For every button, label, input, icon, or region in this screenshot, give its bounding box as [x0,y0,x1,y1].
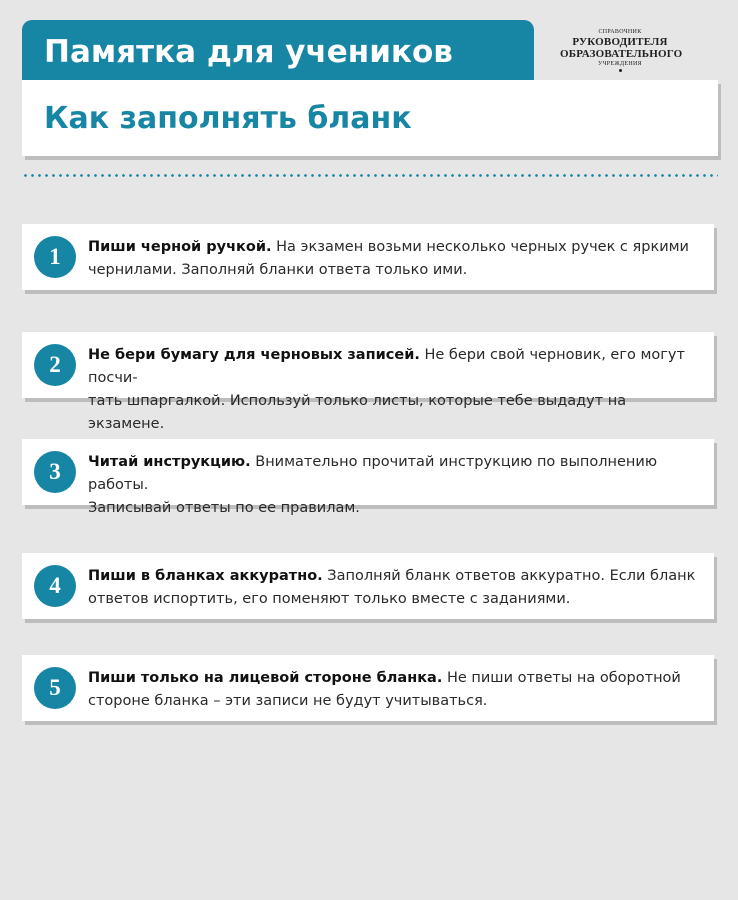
logo-line-2: РУКОВОДИТЕЛЯ [572,36,668,48]
rule-number-badge: 2 [34,344,76,386]
rule-body-line-2: стороне бланка – эти записи не будут учитываться. [88,693,488,709]
rule-body-line-1: Заполняй бланк ответов аккуратно. Если бланк [322,568,696,584]
rule-title: Читай инструкцию. [88,454,251,470]
header-tab [22,20,534,86]
page-title: Памятка для учеников [44,34,453,70]
logo-dot-icon [619,69,622,72]
rule-card-1 [22,224,714,290]
rule-card-2 [22,332,714,432]
rule-body-line-2: чернилами. Заполняй бланки ответа только ими. [88,262,468,278]
logo-line-4: УЧРЕЖДЕНИЯ [598,61,642,67]
rule-card-5 [22,655,714,721]
dotted-divider [22,174,718,177]
subtitle-card [22,80,718,156]
rule-text [88,344,700,436]
rule-number-badge: 5 [34,667,76,709]
rule-text [88,667,700,713]
rule-card-3 [22,439,714,516]
rule-text [88,236,700,282]
rule-title: Пиши в бланках аккуратно. [88,568,323,584]
publisher-logo [560,28,683,72]
rule-body-line-1: На экзамен возьми несколько черных ручек с яркими [271,239,689,255]
rule-body-line-1: Внимательно прочитай инструкцию по выполнению работы. [88,454,658,493]
rule-card-4 [22,553,714,619]
rule-text [88,451,700,520]
page-subtitle: Как заполнять бланк [44,101,412,136]
rule-title: Пиши черной ручкой. [88,239,272,255]
rule-body-line-2: тать шпаргалкой. Используй только листы, которые тебе выдадут на экзамене. [88,393,627,432]
logo-line-1: СПРАВОЧНИК [598,29,642,35]
rule-number-badge: 4 [34,565,76,607]
rule-title: Не бери бумагу для черновых записей. [88,347,420,363]
rule-body-line-1: Не пиши ответы на оборотной [442,670,681,686]
rule-text [88,565,700,611]
rule-body-line-2: Записывай ответы по ее правилам. [88,500,360,516]
rule-number-badge: 3 [34,451,76,493]
logo-line-3: ОБРАЗОВАТЕЛЬНОГО [560,48,683,60]
rule-number-badge: 1 [34,236,76,278]
rule-body-line-1: Не бери свой черновик, его могут посчи- [88,347,685,386]
rule-body-line-2: ответов испортить, его поменяют только вместе с заданиями. [88,591,571,607]
rule-title: Пиши только на лицевой стороне бланка. [88,670,443,686]
